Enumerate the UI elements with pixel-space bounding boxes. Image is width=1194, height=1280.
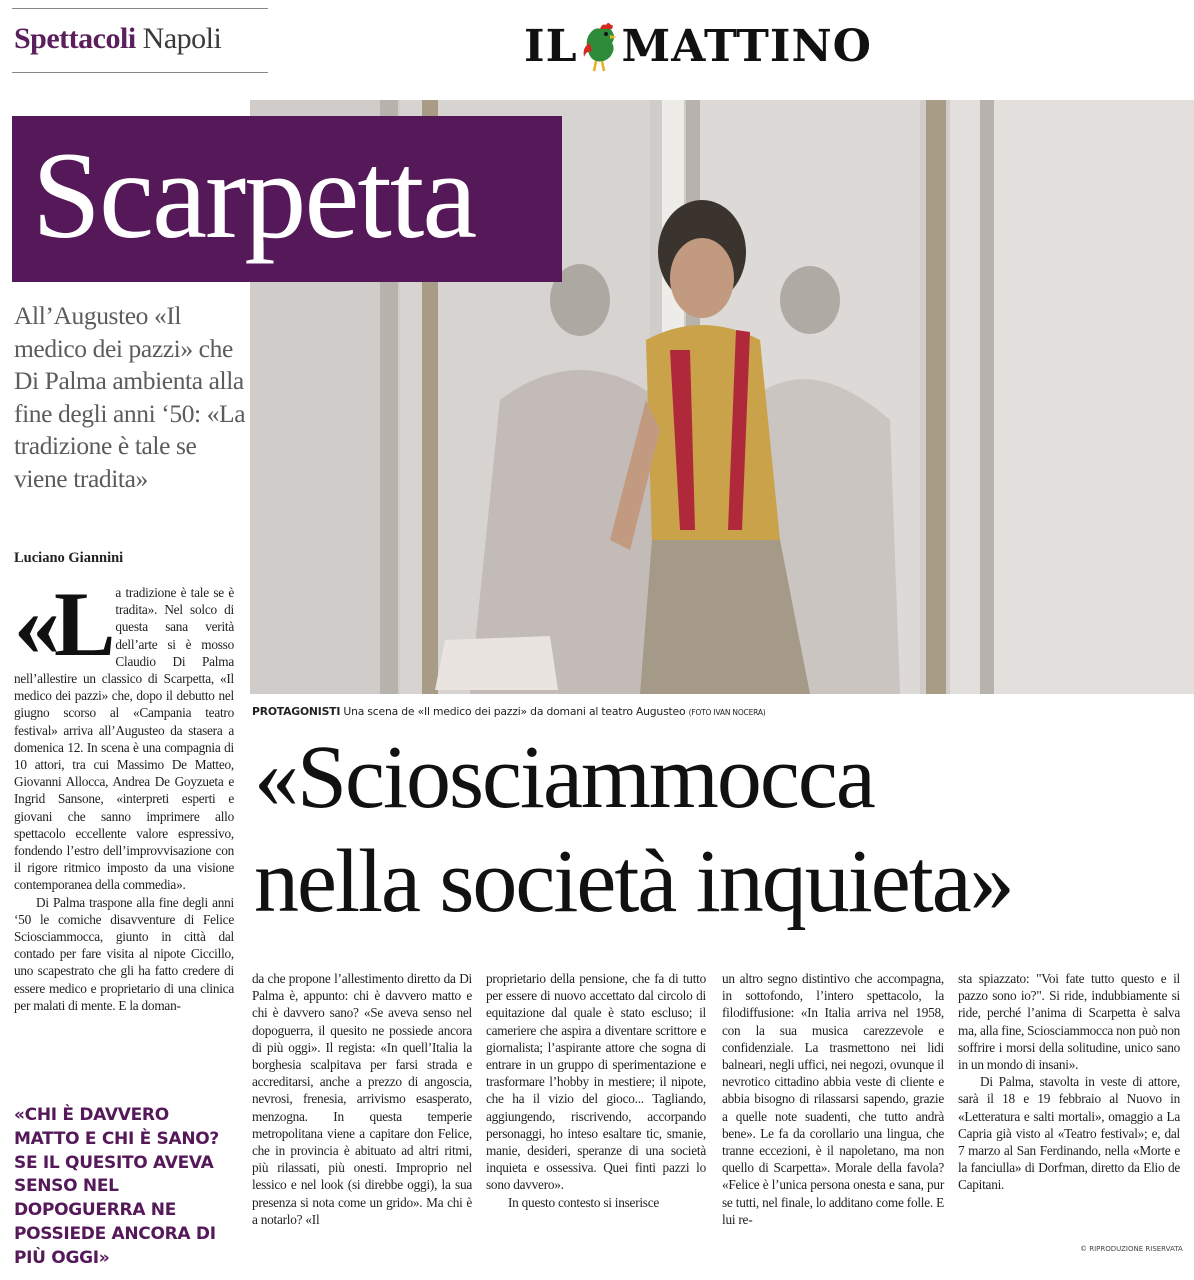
headline-line-1: «Sciosciammocca [254, 728, 874, 827]
column-2-paragraph: da che propone l’allestimento diretto da Di Palma è, appunto: chi è davvero matto e chi è davvero sano? «Se aveva senso nel dopoguerra, il quesito ne possiede ancora di più oggi». Il regista: «In quell’Italia la borghesia scalpitava per farsi strada e accreditarsi, anche a prezzo di angoscia, nevrosi, frenesia, arrivismo esasperato, menzogna. In questa temperie metropolitana viene a capitare don Felice, che in provincia è abituato ad altri ritmi, più rilassati, più onesti. Improprio nel lessico e nel look (si direbbe oggi), la sua presenza si nota come un grido». Ma chi è a notarlo? «Il [252, 971, 472, 1227]
article-column-1 [14, 573, 234, 1014]
section-rule-bottom [12, 72, 268, 73]
masthead-mattino: MATTINO [621, 21, 873, 72]
column-5-paragraph-1: sta spiazzato: "Voi fate tutto questo e il pazzo sono io?". Si ride, indubbiamente si ride, perché l’anima di Scarpetta è salva ma, alla fine, Sciosciammocca non può non soffrire i morsi della solitudine, unico sano in un mondo di insani». [958, 971, 1180, 1073]
headline-line-2: nella società inquieta» [254, 832, 1013, 931]
article-column-2 [252, 970, 472, 1228]
column-3-paragraph-2: In questo contesto si inserisce [508, 1194, 660, 1210]
article-column-3 [486, 970, 706, 1211]
main-headline [254, 726, 1194, 934]
caption-label: PROTAGONISTI [252, 705, 341, 718]
caption-text: Una scena de «Il medico dei pazzi» da domani al teatro Augusteo [343, 705, 686, 718]
article-column-5 [958, 970, 1180, 1194]
section-rule-top [12, 8, 268, 9]
section-label-bold: Spettacoli [14, 22, 136, 55]
column-1-paragraph-1: a tradizione è tale se è tradita». Nel solco di questa sana verità dell’arte si è mosso Claudio Di Palma nell’allestire un classico di Scarpetta, «Il medico dei pazzi» che, dopo il debutto nel giugno scorso al «Campania teatro festival» arriva all’Augusteo da stasera a domenica 12. In scena è una compagnia di 10 attori, tra cui Massimo De Matteo, Giovanni Allocca, Andrea De Goyzueta e Ingrid Sansone, «interpreti esperti e giovani che sanno imprimere allo spettacolo eccellente valore espressivo, fondendo l’estro dell’improvvisazione con il rigore ritmico imposto da una visione contemporanea della commedia». [14, 585, 234, 893]
column-3-paragraph-1: proprietario della pensione, che fa di tutto per essere di nuovo accettato dal circolo di equitazione dal quale è stato escluso; il cameriere che aspira a diventare scrittore e giornalista; l’aspirante attore che sogna di entrare in un gruppo di sperimentazione e trasformare l’hobby in mestiere; il nipote, che ha il vizio del gioco... Tagliando, aggiungendo, riscrivendo, accorpando personaggi, ho inteso esaltare tic, smanie, manie, desideri, speranze di una società inquieta e ossessiva. Quei finti pazzi lo sono davvero». [486, 971, 706, 1193]
kicker-box [12, 116, 562, 282]
section-label-regular: Napoli [142, 22, 222, 55]
pull-quote: «CHI È DAVVERO MATTO E CHI È SANO? SE IL QUESITO AVEVA SENSO NEL DOPOGUERRA NE POSSIEDE ANCORA DI PIÙ OGGI» [14, 1105, 219, 1268]
photo-credit: (FOTO IVAN NOCERA) [688, 708, 766, 717]
newspaper-masthead [524, 20, 872, 74]
column-5-paragraph-2: Di Palma, stavolta in veste di attore, sarà il 18 e 19 febbraio al Nuovo in «Letteratura e salti mortali», omaggio a La Capria già visto al «Teatro festival»; e, dal 7 marzo al San Ferdinando, nella «Morte e la fanciulla» di Dorfman, diretto da Elio de Capitani. [958, 1074, 1180, 1193]
photo-caption [252, 705, 765, 718]
section-label [14, 22, 221, 56]
author-byline: Luciano Giannini [14, 550, 124, 566]
column-4-paragraph: un altro segno distintivo che accompagna, in sottofondo, l’intero spettacolo, la filodiffusione: «In Italia arriva nel 1958, con la sua musica carezzevole e confidenziale. La trasmettono nei lidi balneari, negli uffici, nei negozi, ovunque il nevrotico cittadino abbia veste di cliente e abbia bisogno di rilassarsi sapendo, grazie a quelle note suadenti, che tutto andrà bene». Le fa da corollario una lingua, che tranne eccezioni, è il napoletano, ma non quello di Scarpetta». Morale della favola? «Felice è l’unica persona onesta e sana, pur se tutti, nel finale, lo additano come folle. E lui re- [722, 971, 944, 1227]
subheadline: All’Augusteo «Il medico dei pazzi» che Di Palma ambienta alla fine degli anni ‘50: «La tradizione è tale se viene tradita» [14, 301, 246, 493]
column-1-paragraph-2: Di Palma traspone alla fine degli anni ‘50 le comiche disavventure di Felice Sciosciammocca, giunto in città dal contado per fare visita al nipote Ciccillo, uno scapestrato che gli ha fatto credere di essere medico e proprietario di una clinica per malati di mente. E la doman- [14, 894, 234, 1013]
rooster-icon [580, 21, 620, 73]
article-column-4 [722, 970, 944, 1228]
kicker-title: Scarpetta [32, 127, 476, 264]
masthead-il: IL [524, 21, 578, 72]
drop-cap: «L [14, 573, 110, 675]
copyright-notice: © RIPRODUZIONE RISERVATA [1080, 1245, 1183, 1253]
